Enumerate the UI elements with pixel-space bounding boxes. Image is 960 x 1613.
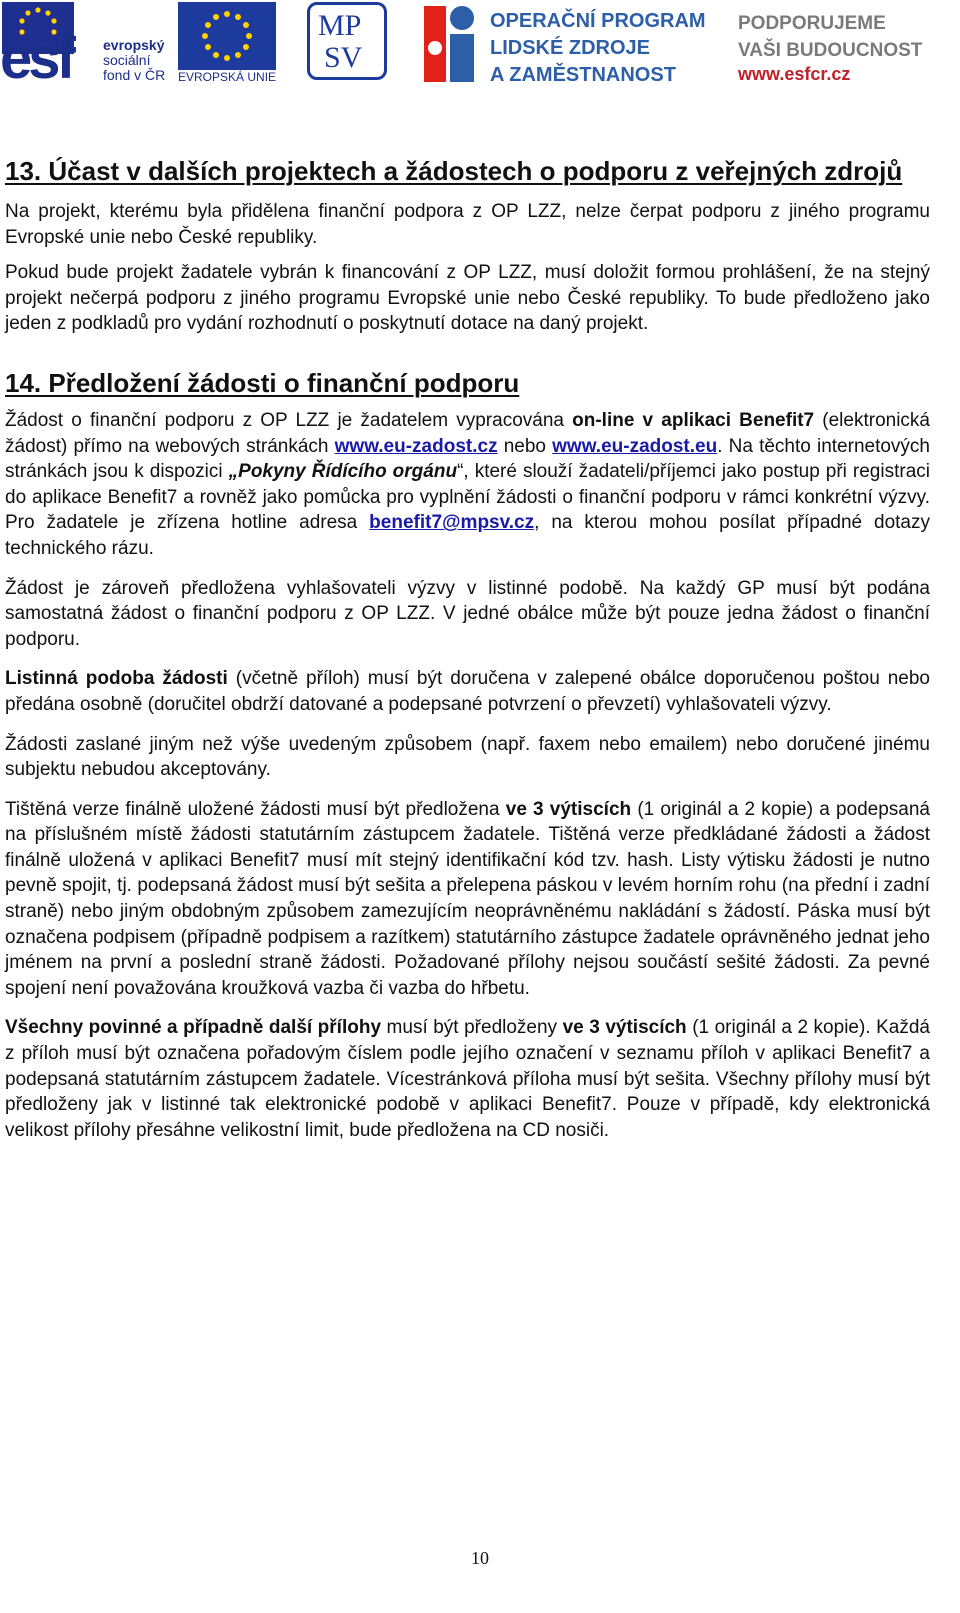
text-run: (1 originál a 2 kopie). Každá z příloh musí být označena pořadovým číslem podle jejího označení v seznamu příloh v aplikaci Benefit7 a podepsaná statutárním zástupcem žadatele. Vícestránková příloha musí být sešita. Všechny přílohy musí být předloženy jak v listinné tak elektronické podobě v aplikaci Benefit7. Pouze v případě, kdy elektronická velikost přílohy přesáhne velikostní limit, bude předložena na CD nosiči. <box>5 1017 930 1141</box>
section-14-heading: 14. Předložení žádosti o finanční podporu <box>5 367 520 398</box>
op-line3: A ZAMĚSTNANOST <box>490 64 676 86</box>
text-run: , na kterou mohou posílat případné dotazy technického rázu. <box>5 512 930 559</box>
mpsv-logo <box>307 0 391 88</box>
esf-caption <box>103 38 165 83</box>
eu-flag-icon <box>178 2 276 70</box>
op-lzz-logo <box>420 0 720 88</box>
bold-italic-run: „Pokyny Řídícího orgánu <box>228 461 458 483</box>
esf-caption-line3: fond v ČR <box>103 67 166 83</box>
esf-caption-line1: evropský <box>103 37 165 53</box>
text-run: (1 originál a 2 kopie) a podepsaná na příslušném místě žádosti statutárním zástupcem žadatele. Tištěná verze předkládané žádosti a žádost finálně uložená v aplikaci Benefit7 musí mít stejný identifikační kód tzv. hash. Listy výtisku žádosti je nutno pevně spojit, tj. podepsaná žádost musí být sešita a přelepena páskou v levém horním rohu (na přední i zadní straně) nebo jiným obdobným způsobem zamezujícím neoprávněnému nakládání s žádostí. Páska musí být označena podpisem (případně podpisem a razítkem) statutárního zástupce žadatele oprávněného jednat jeho jménem na první a poslední straně žádosti. Požadované přílohy nejsou součástí sešité žádosti. Za pevné spojení není považována kroužková vazba či vazba do hřbetu. <box>5 798 931 999</box>
text-run: (elektronická žádost) přímo na webových stránkách <box>5 409 930 457</box>
op-people-icon <box>422 4 478 84</box>
eu-logo <box>178 0 276 88</box>
section-14-paragraph-2: Žádost je zároveň předložena vyhlašovateli výzvy v listinné podobě. Na každý GP musí být podána samostatná žádost o finanční podporu z OP LZZ. V jedné obálce může být pouze jedna žádost o finanční podporu. <box>5 577 930 650</box>
section-13-paragraph-2: Pokud bude projekt žadatele vybrán k financování z OP LZZ, musí doložit formou prohlášení, že na stejný projekt nečerpá podporu z jiného programu Evropské unie nebo České republiky. To bude předloženo jako jeden z podkladů pro vydání rozhodnutí o poskytnutí dotace na daný projekt. <box>5 262 930 335</box>
bold-run: Listinná podoba žádosti <box>5 668 228 690</box>
text-run: musí být předloženy <box>381 1017 563 1039</box>
slogan-line2: VAŠI BUDOUCNOST <box>738 40 923 61</box>
op-line1: OPERAČNÍ PROGRAM <box>490 10 706 32</box>
section-14-paragraph-5 <box>5 797 930 1002</box>
document-body <box>5 155 930 1157</box>
slogan-url: www.esfcr.cz <box>738 64 851 84</box>
section-14-paragraph-1 <box>5 408 930 562</box>
section-13-paragraph-1: Na projekt, kterému byla přidělena finanční podpora z OP LZZ, nelze čerpat podporu z jiného programu Evropské unie nebo České republiky. <box>5 201 930 248</box>
op-lzz-text <box>490 8 706 89</box>
section-14-paragraph-3 <box>5 666 930 717</box>
mpsv-line2: SV <box>324 41 363 74</box>
esf-logo <box>0 0 180 91</box>
text-run: Tištěná verze finálně uložené žádosti musí být předložena <box>5 798 506 820</box>
bold-run: on-line v aplikaci Benefit7 <box>572 409 815 431</box>
eu-zadost-eu-link[interactable]: www.eu-zadost.eu <box>552 435 718 457</box>
section-14-paragraph-4: Žádosti zaslané jiným než výše uvedeným způsobem (např. faxem nebo emailem) nebo doručené jinému subjektu nebudou akceptovány. <box>5 733 930 781</box>
section-13-heading: 13. Účast v dalších projektech a žádostech o podporu z veřejných zdrojů <box>5 156 903 186</box>
slogan-line1: PODPORUJEME <box>738 13 886 34</box>
bold-run: ve 3 výtiscích <box>562 1017 687 1039</box>
page-number: 10 <box>471 1548 489 1568</box>
esf-letters: esf <box>0 26 72 91</box>
text-run: Žádost o finanční podporu z OP LZZ je žadatelem vypracována <box>5 409 573 431</box>
support-slogan <box>736 0 960 88</box>
eu-zadost-cz-link[interactable]: www.eu-zadost.cz <box>334 435 498 457</box>
section-14-paragraph-6 <box>5 1015 930 1143</box>
logo-banner <box>0 0 960 92</box>
text-run: “, které slouží žadateli/příjemci jako postup při registraci do aplikace Benefit7 a rovněž jako pomůcka pro vyplnění žádosti o finanční podporu v rámci konkrétní výzvy. Pro žadatele je zřízena hotline adresa <box>5 461 930 534</box>
esf-caption-line2: sociální <box>103 52 151 68</box>
text-run: (včetně příloh) musí být doručena v zalepené obálce doporučenou poštou nebo předána osobně (doručitel obdrží datované a podepsané potvrzení o převzetí) vyhlašovateli výzvy. <box>5 668 930 715</box>
mpsv-line1: MP <box>318 9 362 42</box>
text-run: . Na těchto internetových stránkách jsou k dispozici <box>5 435 930 483</box>
op-line2: LIDSKÉ ZDROJE <box>490 37 651 59</box>
hotline-email-link[interactable]: benefit7@mpsv.cz <box>369 512 535 534</box>
slogan-text <box>738 10 922 64</box>
mpsv-frame <box>307 2 387 80</box>
text-run: nebo <box>497 435 553 457</box>
eu-caption: EVROPSKÁ UNIE <box>178 70 277 84</box>
bold-run: ve 3 výtiscích <box>505 798 632 820</box>
bold-run: Všechny povinné a případně další přílohy <box>5 1017 382 1039</box>
